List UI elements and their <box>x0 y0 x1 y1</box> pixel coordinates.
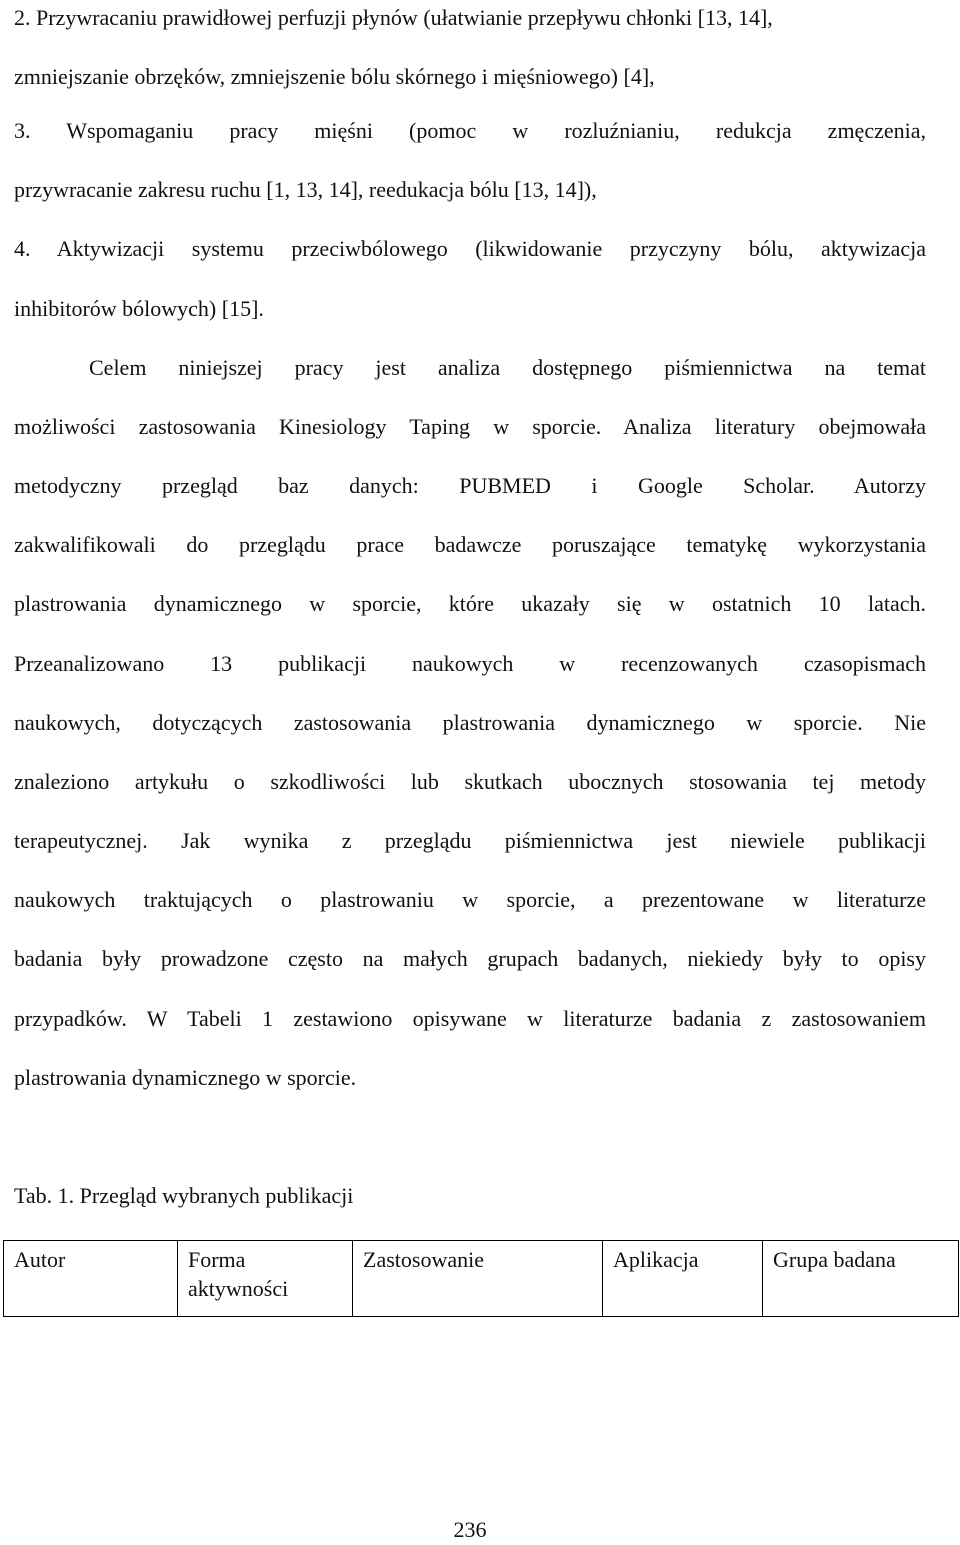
list-item-3-line-2: przywracanie zakresu ruchu [1, 13, 14], reedukacja bólu [13, 14]), <box>14 177 597 202</box>
header-autor: Autor <box>4 1241 178 1317</box>
header-forma-aktywnosci: Forma aktywności <box>178 1241 353 1317</box>
page-number: 236 <box>453 1517 487 1542</box>
paragraph-line-12: przypadków. W Tabeli 1 zestawiono opisywane w literaturze badania z zastosowaniem <box>14 1006 926 1031</box>
list-item-4-line-1: 4. Aktywizacji systemu przeciwbólowego (likwidowanie przyczyny bólu, aktywizacja <box>14 236 926 261</box>
paragraph-line-6: Przeanalizowano 13 publikacji naukowych w recenzowanych czasopismach <box>14 651 926 676</box>
list-item-3-line-1: 3. Wspomaganiu pracy mięśni (pomoc w rozluźnianiu, redukcja zmęczenia, <box>14 118 926 143</box>
header-grupa-badana: Grupa badana <box>763 1241 959 1317</box>
paragraph-line-10: naukowych traktujących o plastrowaniu w sporcie, a prezentowane w literaturze <box>14 887 926 912</box>
paragraph-line-11: badania były prowadzone często na małych grupach badanych, niekiedy były to opisy <box>14 946 926 971</box>
paragraph-line-2: możliwości zastosowania Kinesiology Taping w sporcie. Analiza literatury obejmowała <box>14 414 926 439</box>
paragraph-line-7: naukowych, dotyczących zastosowania plastrowania dynamicznego w sporcie. Nie <box>14 710 926 735</box>
paragraph-line-3: metodyczny przegląd baz danych: PUBMED i Google Scholar. Autorzy <box>14 473 926 498</box>
header-aplikacja: Aplikacja <box>603 1241 763 1317</box>
list-item-2-line-2: zmniejszanie obrzęków, zmniejszenie bólu skórnego i mięśniowego) [4], <box>14 64 655 89</box>
paragraph-line-8: znaleziono artykułu o szkodliwości lub skutkach ubocznych stosowania tej metody <box>14 769 926 794</box>
publications-table <box>3 1240 959 1317</box>
paragraph-line-9: terapeutycznej. Jak wynika z przeglądu piśmiennictwa jest niewiele publikacji <box>14 828 926 853</box>
paragraph-line-4: zakwalifikowali do przeglądu prace badawcze poruszające tematykę wykorzystania <box>14 532 926 557</box>
list-item-4-line-2: inhibitorów bólowych) [15]. <box>14 296 264 321</box>
table-caption: Tab. 1. Przegląd wybranych publikacji <box>14 1183 354 1208</box>
paragraph-line-1: Celem niniejszej pracy jest analiza dostępnego piśmiennictwa na temat <box>89 355 926 380</box>
paragraph-line-5: plastrowania dynamicznego w sporcie, które ukazały się w ostatnich 10 latach. <box>14 591 926 616</box>
paragraph-line-13: plastrowania dynamicznego w sporcie. <box>14 1065 357 1090</box>
header-zastosowanie: Zastosowanie <box>353 1241 603 1317</box>
list-item-2-line-1: 2. Przywracaniu prawidłowej perfuzji płynów (ułatwianie przepływu chłonki [13, 14], <box>14 5 773 30</box>
table-header-row <box>4 1241 959 1317</box>
